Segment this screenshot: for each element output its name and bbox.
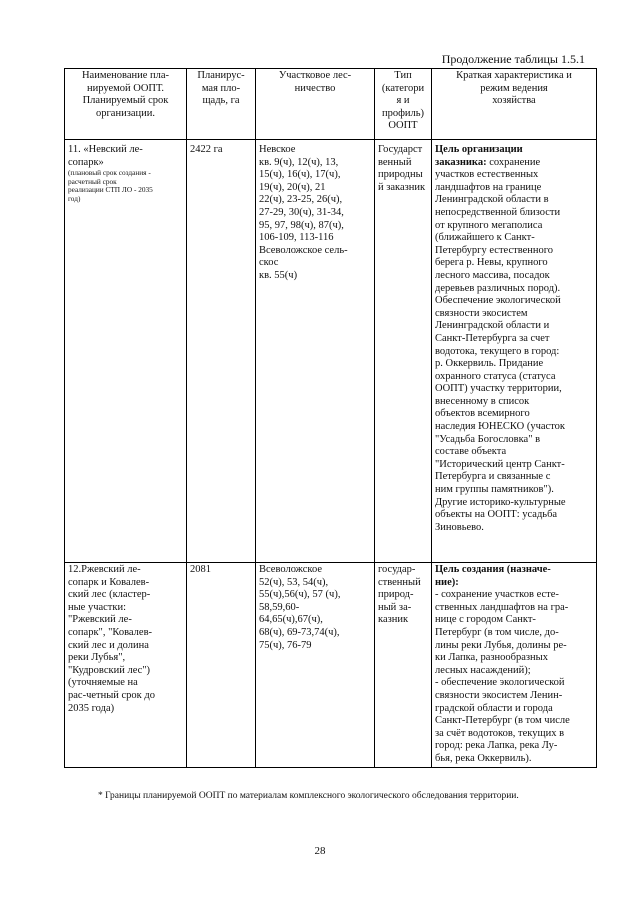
header-area: Планирус- мая пло- щадь, га (187, 69, 256, 140)
header-type: Тип (категори я и профиль) ООПТ (375, 69, 432, 140)
header-forestry: Участковое лес- ничество (256, 69, 375, 140)
cell-name: 11. «Невский ле- сопарк» (плановый срок создания - расчетный срок реализации СТП ЛО - 2035 год) (65, 140, 187, 563)
cell-description: Цель организации заказника: сохранение участков естественных ландшафтов на границе Ленинградской области в непосредственной близости от крупного мегаполиса (ближайшего к Санкт- Петербургу естественного берега р. Невы, крупного лесного массива, посадок деревьев различных пород). Обеспечение экологической связности экосистем Ленинградской области и Санкт-Петербурга за счет водотока, текущего в город: р. Оккервиль. Придание охранного статуса (статуса ООПТ) участку территории, внесенному в список объектов всемирного наследия ЮНЕСКО (участок "Усадьба Богословка" в составе объекта "Исторический центр Санкт- Петербурга и связанные с ним группы памятников"). Другие историко-культурные объекты на ООПТ: усадьба Зиновьево. (432, 140, 597, 563)
cell-area: 2081 (187, 563, 256, 768)
cell-type: государ- ственный природ- ный за- казник (375, 563, 432, 768)
table-header-row (65, 69, 597, 140)
header-description: Краткая характеристика и режим ведения хозяйства (432, 69, 597, 140)
cell-type: Государст венный природны й заказник (375, 140, 432, 563)
cell-description: Цель создания (назначе- ние): - сохранение участков есте- ственных ландшафтов на гра- нице с городом Санкт- Петербург (в том числе, до- лины реки Лубья, долины ре- ки Лапка, разнообразных лесных насаждений); - обеспечение экологической связности экосистем Ленин- градской области и города Санкт-Петербург (в том числе за счёт водотоков, текущих в город: река Лапка, река Лу- бья, река Оккервиль). (432, 563, 597, 768)
cell-forestry: Невское кв. 9(ч), 12(ч), 13, 15(ч), 16(ч), 17(ч), 19(ч), 20(ч), 21 22(ч), 23-25, 26(ч), 27-29, 30(ч), 31-34, 95, 97, 98(ч), 87(ч), 106-109, 113-116 Всеволожское сель- скос кв. 55(ч) (256, 140, 375, 563)
page-number: 28 (314, 845, 326, 857)
table-row (65, 140, 597, 563)
cell-forestry: Всеволожское 52(ч), 53, 54(ч), 55(ч),56(ч), 57 (ч), 58,59,60- 64,65(ч),67(ч), 68(ч), 69-73,74(ч), 75(ч), 76-79 (256, 563, 375, 768)
cell-name: 12.Ржевский ле- сопарк и Ковалев- ский лес (кластер- ные участки: "Ржевский ле- сопарк", "Ковалев- ский лес и долина реки Лубья", "Кудровский лес") (уточняемые на рас-четный срок до 2035 года) (65, 563, 187, 768)
header-name: Наименование пла- нируемой ООПТ. Планируемый срок организации. (65, 69, 187, 140)
table-row (65, 563, 597, 768)
protected-areas-table (64, 68, 597, 768)
cell-area: 2422 га (187, 140, 256, 563)
table-continuation-label: Продолжение таблицы 1.5.1 (441, 52, 585, 66)
footnote: * Границы планируемой ООПТ по материалам комплексного экологического обследования территории. (98, 791, 519, 801)
